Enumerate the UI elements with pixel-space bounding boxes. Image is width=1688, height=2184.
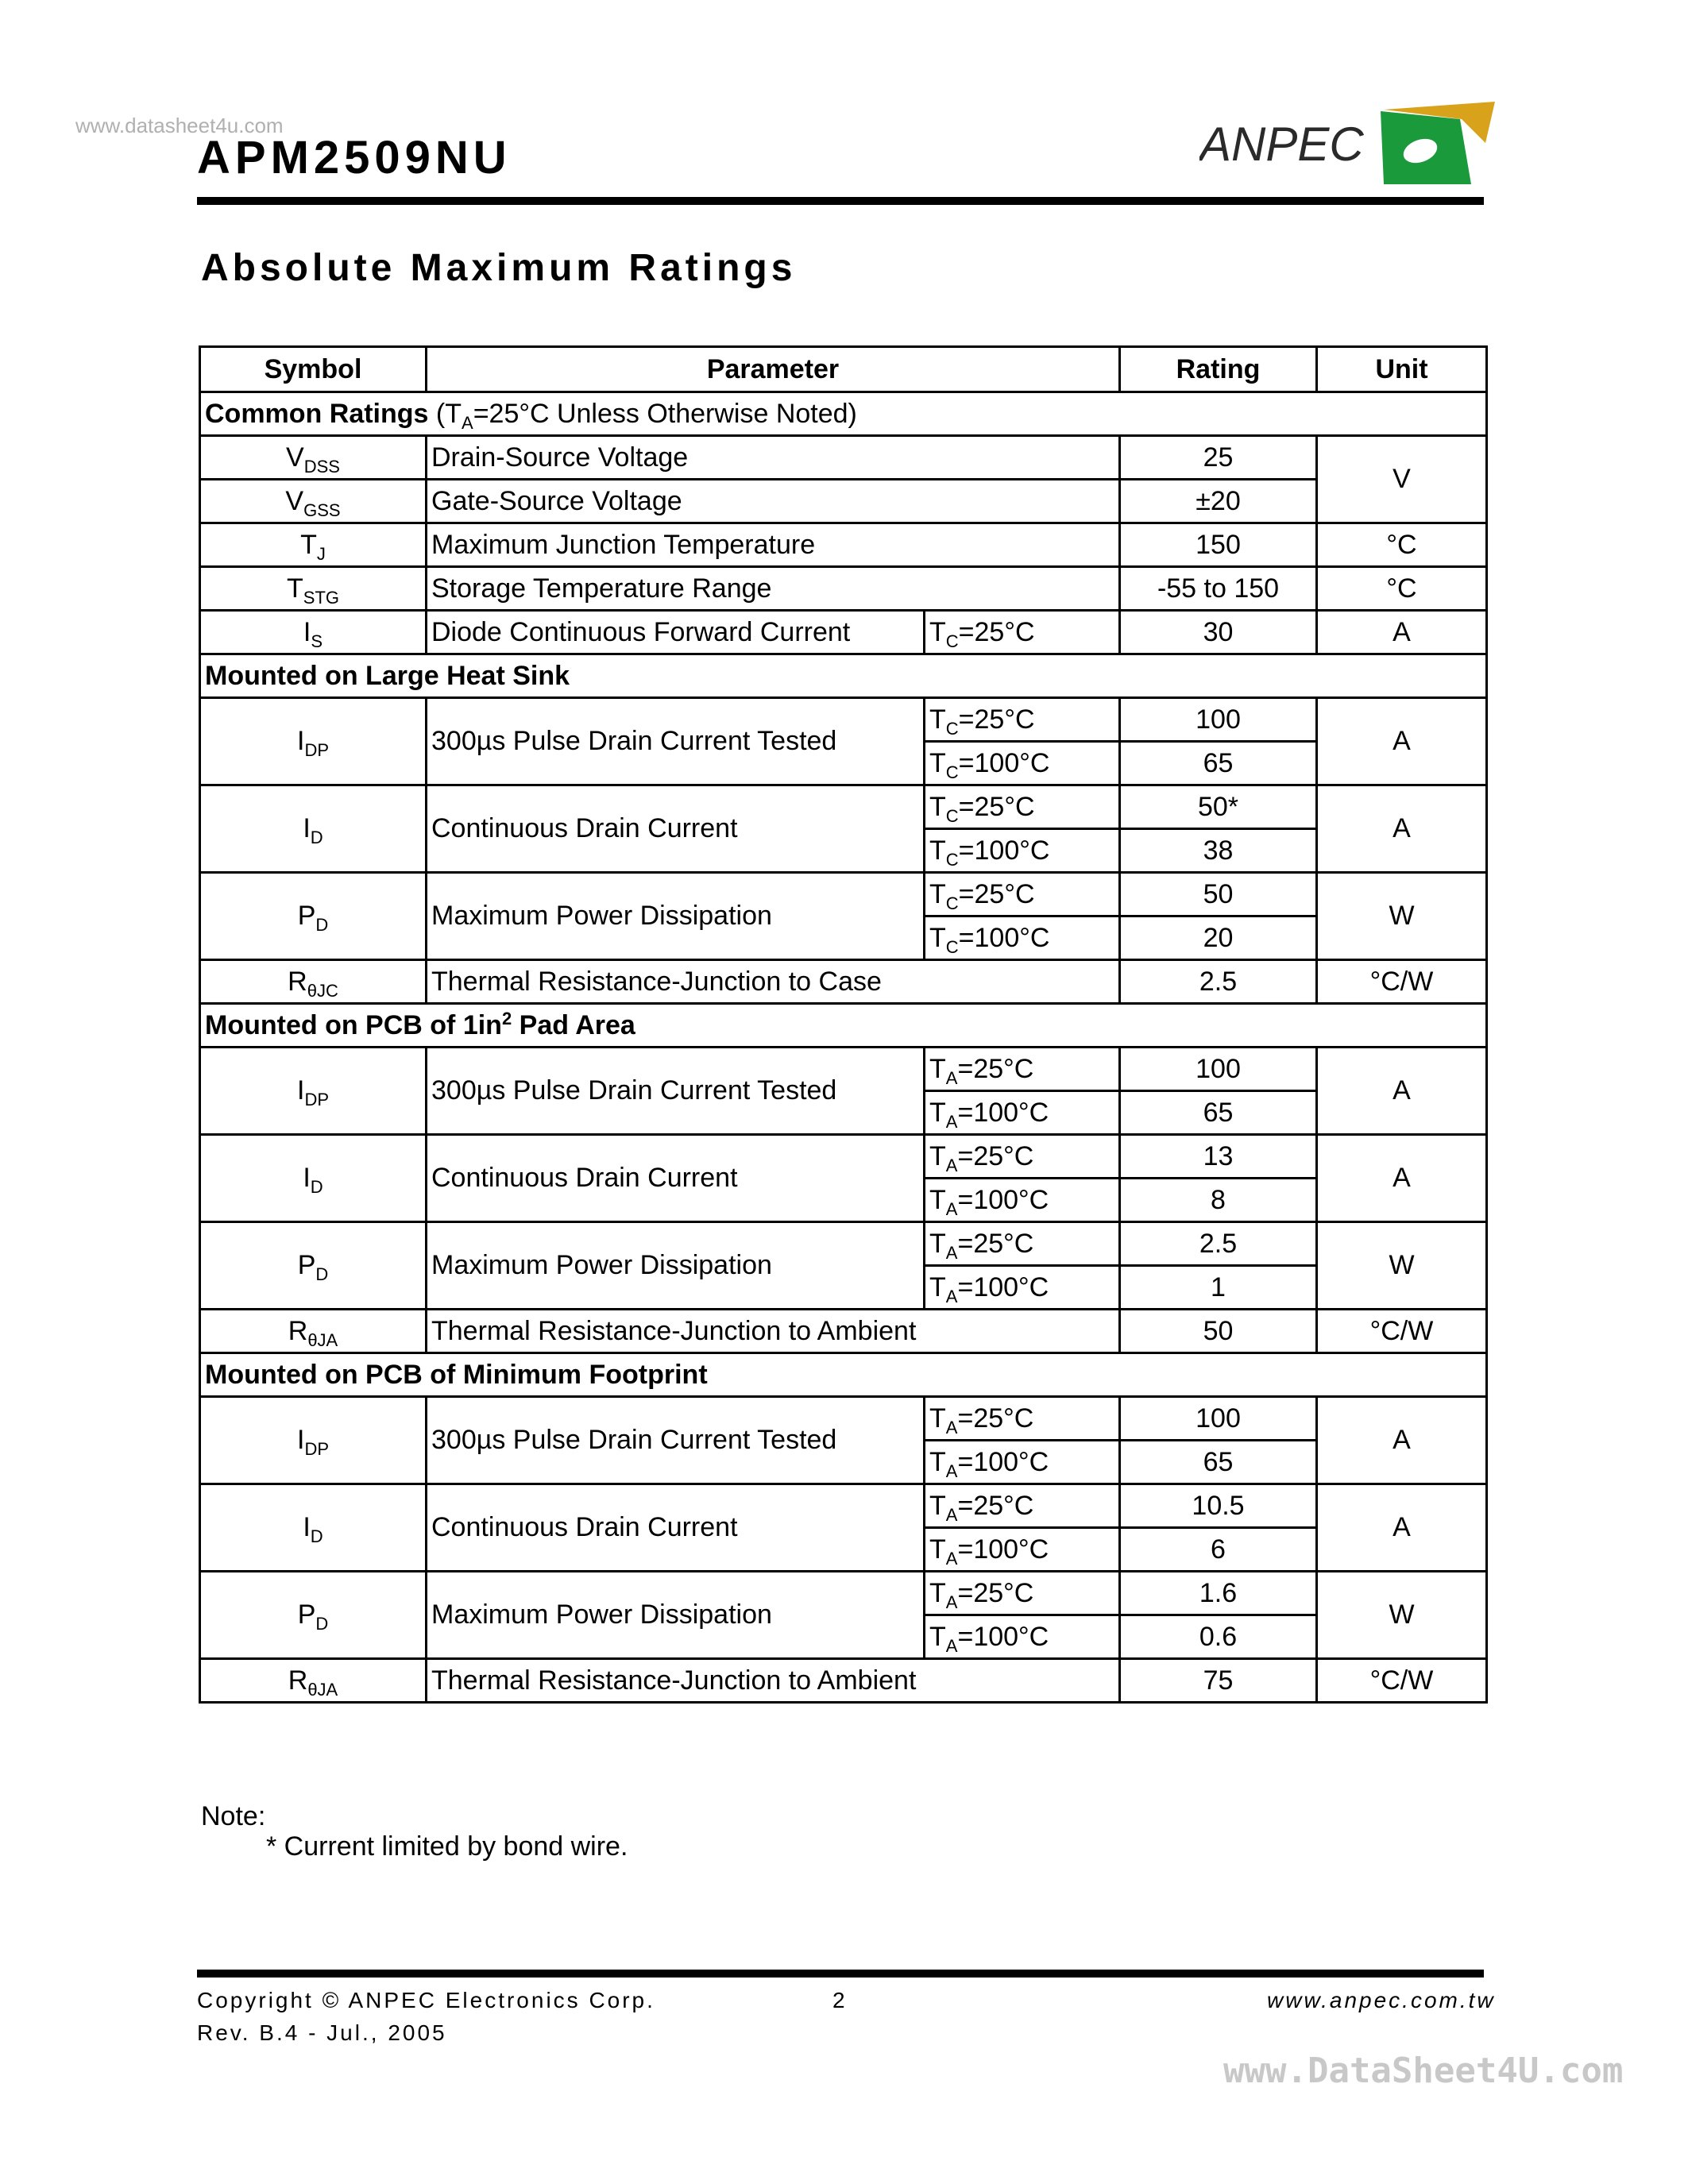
anpec-logo <box>1199 95 1501 187</box>
condition-cell: $T_A=25^\circ C$ <box>925 1572 1120 1615</box>
watermark-bottom[interactable]: www.DataSheet4U.com <box>1223 2051 1624 2091</box>
rating-cell: 65 <box>1120 1091 1317 1135</box>
table-row <box>200 873 1487 916</box>
parameter-cell: Gate-Source Voltage <box>427 480 1120 523</box>
symbol-cell: $I_{DP}$ <box>200 1048 427 1135</box>
section-heading-common: Common Ratings ($T_A=25^\circ C$ Unless Otherwise Noted) <box>200 392 1487 436</box>
rating-cell: 1 <box>1120 1266 1317 1310</box>
rating-cell: 30 <box>1120 611 1317 654</box>
section-title: Absolute Maximum Ratings <box>201 247 797 289</box>
symbol-cell: $I_D$ <box>200 1484 427 1572</box>
header-unit: Unit <box>1317 347 1487 392</box>
header-symbol: Symbol <box>200 347 427 392</box>
parameter-cell: Continuous Drain Current <box>427 1484 925 1572</box>
condition-cell: $T_A=100^\circ C$ <box>925 1528 1120 1572</box>
unit-cell: W <box>1317 1572 1487 1659</box>
unit-cell: A <box>1317 611 1487 654</box>
table-row <box>200 960 1487 1004</box>
footer-revision: Rev. B.4 - Jul., 2005 <box>197 2020 447 2045</box>
condition-cell: $T_A=25^\circ C$ <box>925 1048 1120 1091</box>
condition-cell: $T_C=25^\circ C$ <box>925 698 1120 742</box>
condition-cell: $T_A=100^\circ C$ <box>925 1091 1120 1135</box>
parameter-cell: Thermal Resistance-Junction to Case <box>427 960 1120 1004</box>
table-row <box>200 436 1487 480</box>
logo-wordmark: ANPEC <box>1199 118 1364 171</box>
rating-cell: 150 <box>1120 523 1317 567</box>
rating-cell: 2.5 <box>1120 960 1317 1004</box>
table-row <box>200 567 1487 611</box>
parameter-cell: 300µs Pulse Drain Current Tested <box>427 1397 925 1484</box>
condition-cell: $T_A=25^\circ C$ <box>925 1222 1120 1266</box>
parameter-cell: Diode Continuous Forward Current <box>427 611 925 654</box>
table-row <box>200 785 1487 829</box>
unit-cell: °C/W <box>1317 960 1487 1004</box>
symbol-cell: $P_D$ <box>200 1572 427 1659</box>
table-row <box>200 1222 1487 1266</box>
table-row <box>200 1310 1487 1353</box>
rating-cell: 100 <box>1120 698 1317 742</box>
condition-cell: $T_A=25^\circ C$ <box>925 1484 1120 1528</box>
rating-cell: 65 <box>1120 1441 1317 1484</box>
rating-cell: 10.5 <box>1120 1484 1317 1528</box>
parameter-cell: Maximum Power Dissipation <box>427 1222 925 1310</box>
unit-cell: °C/W <box>1317 1659 1487 1703</box>
table-row <box>200 1659 1487 1703</box>
parameter-cell: Continuous Drain Current <box>427 785 925 873</box>
parameter-cell: Continuous Drain Current <box>427 1135 925 1222</box>
parameter-cell: 300µs Pulse Drain Current Tested <box>427 1048 925 1135</box>
table-row <box>200 611 1487 654</box>
watermark-top[interactable]: www.datasheet4u.com <box>75 114 284 137</box>
section-heading-pcb-min: Mounted on PCB of Minimum Footprint <box>200 1353 1487 1397</box>
section-row-pcb-1in2 <box>200 1004 1487 1048</box>
table-row <box>200 523 1487 567</box>
rating-cell: 38 <box>1120 829 1317 873</box>
symbol-cell: $I_{DP}$ <box>200 1397 427 1484</box>
parameter-cell: Drain-Source Voltage <box>427 436 1120 480</box>
footer-rule <box>197 1970 1484 1978</box>
header-rating: Rating <box>1120 347 1317 392</box>
rating-cell: ±20 <box>1120 480 1317 523</box>
section-row-heatsink <box>200 654 1487 698</box>
condition-cell: $T_A=25^\circ C$ <box>925 1135 1120 1179</box>
unit-cell: W <box>1317 1222 1487 1310</box>
symbol-cell: $P_D$ <box>200 1222 427 1310</box>
parameter-cell: Maximum Power Dissipation <box>427 1572 925 1659</box>
symbol-cell: $P_D$ <box>200 873 427 960</box>
table-row <box>200 480 1487 523</box>
unit-cell: A <box>1317 1048 1487 1135</box>
symbol-cell: $R_{\theta JA}$ <box>200 1310 427 1353</box>
header-parameter: Parameter <box>427 347 1120 392</box>
table-row <box>200 1572 1487 1615</box>
table-row <box>200 1048 1487 1091</box>
symbol-cell: $V_{GSS}$ <box>200 480 427 523</box>
header-rule <box>197 197 1484 205</box>
parameter-cell: Storage Temperature Range <box>427 567 1120 611</box>
rating-cell: 100 <box>1120 1397 1317 1441</box>
table-row <box>200 1135 1487 1179</box>
unit-cell: A <box>1317 1135 1487 1222</box>
unit-cell: A <box>1317 785 1487 873</box>
rating-cell: 75 <box>1120 1659 1317 1703</box>
document-title: APM2509NU <box>197 132 512 183</box>
unit-cell: V <box>1317 436 1487 523</box>
condition-cell: $T_A=100^\circ C$ <box>925 1179 1120 1222</box>
unit-cell: A <box>1317 1397 1487 1484</box>
footer-copyright: Copyright © ANPEC Electronics Corp. <box>197 1988 655 2012</box>
rating-cell: 100 <box>1120 1048 1317 1091</box>
rating-cell: 0.6 <box>1120 1615 1317 1659</box>
section-heading-pcb-1in2: Mounted on PCB of $1in^2$ Pad Area <box>200 1004 1487 1048</box>
rating-cell: 6 <box>1120 1528 1317 1572</box>
parameter-cell: Maximum Junction Temperature <box>427 523 1120 567</box>
rating-cell: 65 <box>1120 742 1317 785</box>
table-row <box>200 1397 1487 1441</box>
condition-cell: $T_C=25^\circ C$ <box>925 611 1120 654</box>
rating-cell: -55 to 150 <box>1120 567 1317 611</box>
rating-cell: 50 <box>1120 1310 1317 1353</box>
rating-cell: 8 <box>1120 1179 1317 1222</box>
symbol-cell: $T_J$ <box>200 523 427 567</box>
unit-cell: °C <box>1317 567 1487 611</box>
condition-cell: $T_C=25^\circ C$ <box>925 873 1120 916</box>
condition-cell: $T_C=100^\circ C$ <box>925 829 1120 873</box>
condition-cell: $T_A=100^\circ C$ <box>925 1441 1120 1484</box>
symbol-cell: $R_{\theta JA}$ <box>200 1659 427 1703</box>
symbol-cell: $V_{DSS}$ <box>200 436 427 480</box>
symbol-cell: $I_D$ <box>200 785 427 873</box>
symbol-cell: $I_D$ <box>200 1135 427 1222</box>
rating-cell: 20 <box>1120 916 1317 960</box>
condition-cell: $T_C=100^\circ C$ <box>925 742 1120 785</box>
parameter-cell: 300µs Pulse Drain Current Tested <box>427 698 925 785</box>
section-row-common <box>200 392 1487 436</box>
table-row <box>200 698 1487 742</box>
ratings-table <box>199 345 1488 1704</box>
footer-website-link[interactable]: www.anpec.com.tw <box>1267 1988 1496 2012</box>
table-row <box>200 1484 1487 1528</box>
condition-cell: $T_A=25^\circ C$ <box>925 1397 1120 1441</box>
note-text: * Current limited by bond wire. <box>266 1831 628 1862</box>
condition-cell: $T_A=100^\circ C$ <box>925 1615 1120 1659</box>
section-row-pcb-min <box>200 1353 1487 1397</box>
rating-cell: 50* <box>1120 785 1317 829</box>
rating-cell: 1.6 <box>1120 1572 1317 1615</box>
symbol-cell: $T_{STG}$ <box>200 567 427 611</box>
condition-cell: $T_C=25^\circ C$ <box>925 785 1120 829</box>
rating-cell: 13 <box>1120 1135 1317 1179</box>
condition-cell: $T_A=100^\circ C$ <box>925 1266 1120 1310</box>
table-header-row <box>200 347 1487 392</box>
rating-cell: 25 <box>1120 436 1317 480</box>
parameter-cell: Thermal Resistance-Junction to Ambient <box>427 1659 1120 1703</box>
page-number: 2 <box>832 1988 845 2012</box>
parameter-cell: Thermal Resistance-Junction to Ambient <box>427 1310 1120 1353</box>
rating-cell: 50 <box>1120 873 1317 916</box>
rating-cell: 2.5 <box>1120 1222 1317 1266</box>
unit-cell: W <box>1317 873 1487 960</box>
symbol-cell: $I_S$ <box>200 611 427 654</box>
section-heading-heatsink: Mounted on Large Heat Sink <box>200 654 1487 698</box>
condition-cell: $T_C=100^\circ C$ <box>925 916 1120 960</box>
symbol-cell: $R_{\theta JC}$ <box>200 960 427 1004</box>
unit-cell: A <box>1317 1484 1487 1572</box>
unit-cell: °C <box>1317 523 1487 567</box>
note-label: Note: <box>201 1801 266 1831</box>
unit-cell: A <box>1317 698 1487 785</box>
unit-cell: °C/W <box>1317 1310 1487 1353</box>
symbol-cell: $I_{DP}$ <box>200 698 427 785</box>
parameter-cell: Maximum Power Dissipation <box>427 873 925 960</box>
